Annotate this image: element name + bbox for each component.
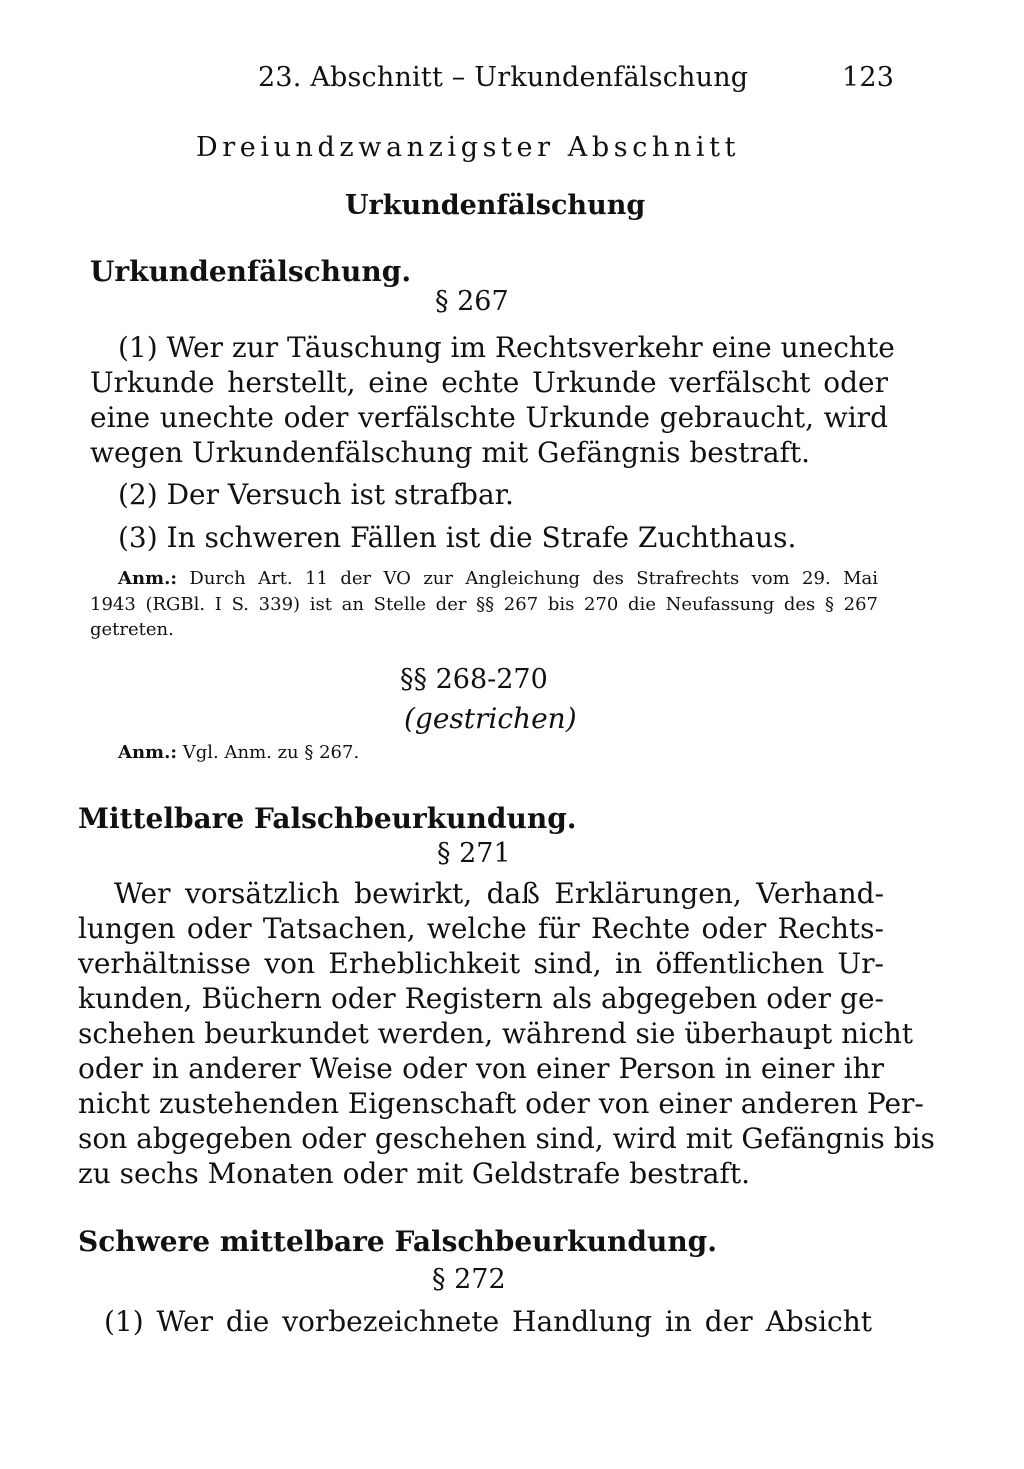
s267-note-line-1 <box>118 568 878 589</box>
side-title-267: Urkundenfälschung. <box>90 255 412 288</box>
s267-p1-line-1: (1) Wer zur Täuschung im Rechtsverkehr eine unechte <box>118 331 895 364</box>
s271-line-5: schehen beurkundet werden, während sie überhaupt nicht <box>78 1017 914 1050</box>
side-title-271: Mittelbare Falschbeurkundung. <box>78 802 577 835</box>
s271-line-8: son abgegeben oder geschehen sind, wird mit Gefängnis bis <box>78 1122 935 1155</box>
section-number-267: § 267 <box>435 286 509 317</box>
s271-line-9: zu sechs Monaten oder mit Geldstrafe bestraft. <box>78 1157 750 1190</box>
note-label: Anm.: <box>118 742 178 763</box>
section-number-272: § 272 <box>432 1264 506 1295</box>
s267-note-line-2: 1943 (RGBl. I S. 339) ist an Stelle der §§ 267 bis 270 die Neufassung des § 267 <box>90 594 878 615</box>
part-subtitle: Urkundenfälschung <box>345 190 646 221</box>
s267-note-line-3: getreten. <box>90 619 174 640</box>
section-number-268-270: §§ 268-270 <box>400 664 548 695</box>
s267-p1-line-3: eine unechte oder verfälschte Urkunde gebraucht, wird <box>90 401 888 434</box>
note-label: Anm.: <box>118 568 178 589</box>
s267-p1-line-2: Urkunde herstellt, eine echte Urkunde verfälscht oder <box>90 366 888 399</box>
side-title-272: Schwere mittelbare Falschbeurkundung. <box>78 1225 718 1258</box>
section-number-271: § 271 <box>437 838 511 869</box>
page-number: 123 <box>842 62 895 93</box>
s267-p2: (2) Der Versuch ist strafbar. <box>118 478 514 511</box>
note-text: Durch Art. 11 der VO zur Angleichung des Strafrechts vom 29. Mai <box>189 568 878 589</box>
s267-p1-line-4: wegen Urkundenfälschung mit Gefängnis bestraft. <box>90 436 811 469</box>
s271-line-2: lungen oder Tatsachen, welche für Rechte oder Rechts- <box>78 912 884 945</box>
section-status: (gestrichen) <box>404 702 577 735</box>
note-text: Vgl. Anm. zu § 267. <box>182 742 360 763</box>
s271-line-6: oder in anderer Weise oder von einer Person in einer ihr <box>78 1052 884 1085</box>
s267-p3: (3) In schweren Fällen ist die Strafe Zuchthaus. <box>118 521 797 554</box>
s272-line-1: (1) Wer die vorbezeichnete Handlung in der Absicht <box>104 1305 872 1338</box>
part-title: Dreiundzwanzigster Abschnitt <box>196 132 741 163</box>
s268-note <box>118 742 359 763</box>
s271-line-4: kunden, Büchern oder Registern als abgegeben oder ge- <box>78 982 884 1015</box>
s271-line-3: verhältnisse von Erheblichkeit sind, in öffentlichen Ur- <box>78 947 884 980</box>
s271-line-1: Wer vorsätzlich bewirkt, daß Erklärungen, Verhand- <box>114 877 884 910</box>
running-title: 23. Abschnitt – Urkundenfälschung <box>258 62 749 93</box>
s271-line-7: nicht zustehenden Eigenschaft oder von einer anderen Per- <box>78 1087 924 1120</box>
